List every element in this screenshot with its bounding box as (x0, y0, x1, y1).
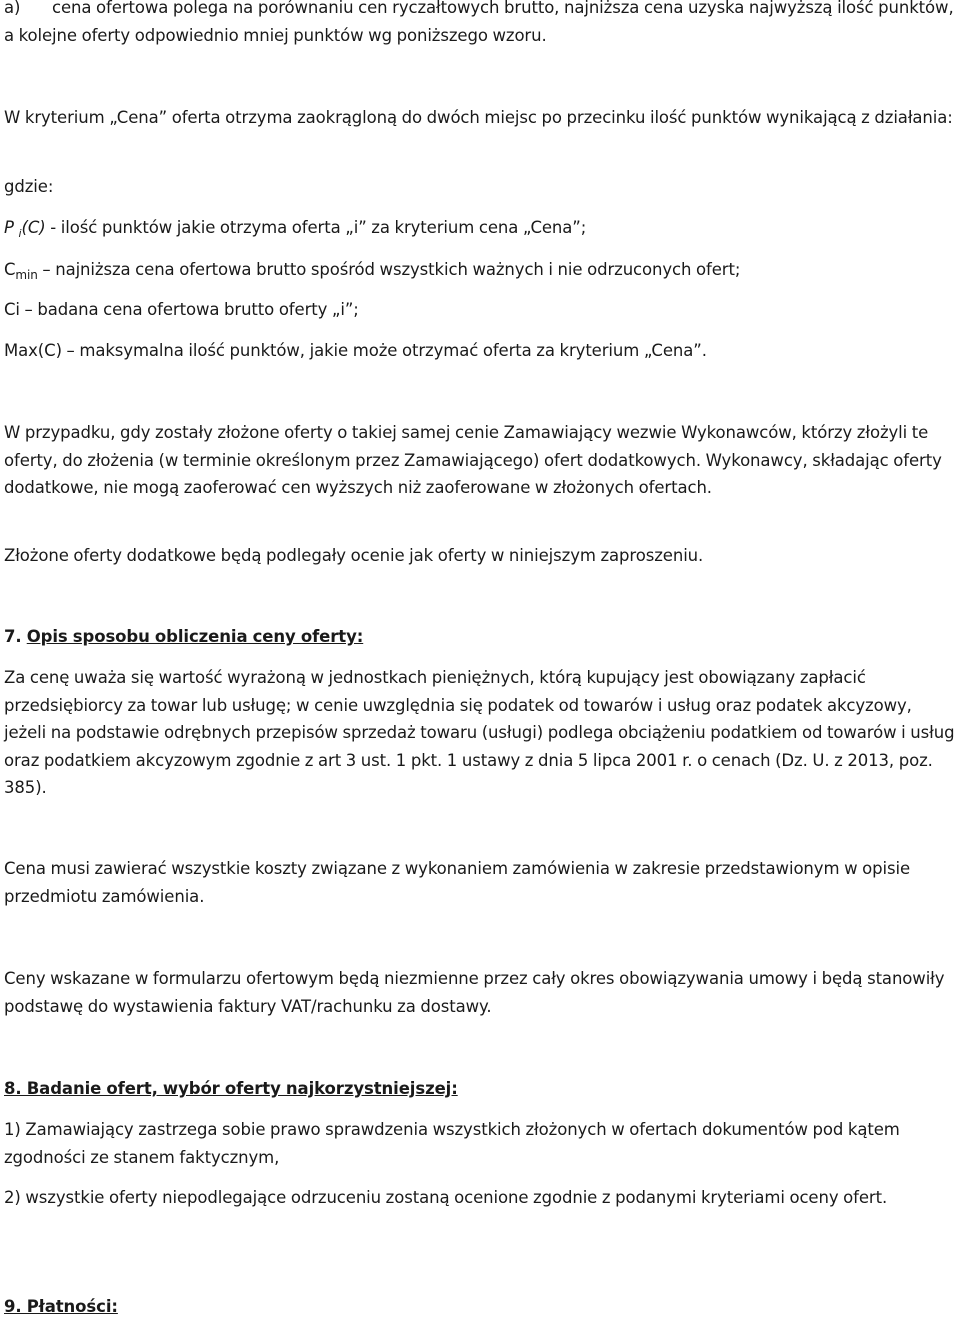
section-7-para-1: Za cenę uważa się wartość wyrażoną w jednostkach pieniężnych, którą kupujący jest obowiązany zapłacić przedsiębiorcy za towar lub usługę; w cenie uwzględnia się podatek od towarów i usług oraz podatek akcyzowy, jeżeli na podstawie odrębnych przepisów sprzedaż towaru (usługi) podlega obciążeniu podatkiem od towarów i usług oraz podatkiem akcyzowym zgodnie z art 3 ust. 1 pkt. 1 ustawy z dnia 5 lipca 2001 r. o cenach (Dz. U. z 2013, poz. 385). (4, 668, 955, 797)
para-evaluated: Złożone oferty dodatkowe będą podlegały ocenie jak oferty w niniejszym zaproszeniu. (4, 546, 704, 565)
section-7-para-2: Cena musi zawierać wszystkie koszty związane z wykonaniem zamówienia w zakresie przedstawionym w opisie przedmiotu zamówienia. (4, 859, 911, 906)
def-max: Max(C) – maksymalna ilość punktów, jakie może otrzymać oferta za kryterium „Cena”. (4, 341, 707, 360)
section-7-title: Opis sposobu obliczenia ceny oferty: (26, 627, 364, 646)
def-cmin (4, 256, 956, 286)
para-same-price: W przypadku, gdy zostały złożone oferty o takiej samej cenie Zamawiający wezwie Wykonawców, którzy złożyli te oferty, do złożenia (w terminie określonym przez Zamawiającego) ofert dodatkowych. Wykonawcy, składając oferty dodatkowe, nie mogą zaoferować cen wyższych niż zaoferowane w złożonych ofertach. (4, 423, 942, 497)
def-cmin-symbol: C (4, 260, 16, 279)
item-a (4, 0, 956, 49)
def-cmin-sub: min (15, 268, 38, 282)
section-7-para-3: Ceny wskazane w formularzu ofertowym będą niezmienne przez cały okres obowiązywania umowy i będą stanowiły podstawę do wystawienia faktury VAT/rachunku za dostawy. (4, 969, 945, 1016)
item-a-letter: a) (4, 0, 21, 17)
def-pi-symbol: P (4, 218, 14, 237)
def-pi-sub: i (18, 227, 22, 240)
def-pi-text: - ilość punktów jakie otrzyma oferta „i” za kryterium cena „Cena”; (45, 218, 587, 237)
section-8-item-1: 1) Zamawiający zastrzega sobie prawo sprawdzenia wszystkich złożonych w ofertach dokumentów pod kątem zgodności ze stanem faktycznym, (4, 1120, 900, 1167)
section-7-heading (4, 623, 956, 651)
item-a-text: cena ofertowa polega na porównaniu cen ryczałtowych brutto, najniższa cena uzyska najwyższą ilość punktów, a kolejne oferty odpowiednio mniej punktów wg poniższego wzoru. (4, 0, 954, 45)
criterion-line: W kryterium „Cena” oferta otrzyma zaokrągloną do dwóch miejsc po przecinku ilość punktów wynikającą z działania: (4, 108, 953, 127)
def-ci: Ci – badana cena ofertowa brutto oferty „i”; (4, 300, 359, 319)
section-8-heading: 8. Badanie ofert, wybór oferty najkorzystniejszej: (4, 1079, 458, 1098)
where-label: gdzie: (4, 177, 54, 196)
def-pi (4, 214, 956, 244)
def-cmin-text: – najniższa cena ofertowa brutto spośród wszystkich ważnych i nie odrzuconych ofert; (37, 260, 741, 279)
section-9-heading: 9. Płatności: (4, 1297, 118, 1316)
section-7-number: 7. (4, 627, 22, 646)
def-pi-paren: (C) (21, 218, 46, 237)
section-8-item-2: 2) wszystkie oferty niepodlegające odrzuceniu zostaną ocenione zgodnie z podanymi kryteriami oceny ofert. (4, 1188, 888, 1207)
